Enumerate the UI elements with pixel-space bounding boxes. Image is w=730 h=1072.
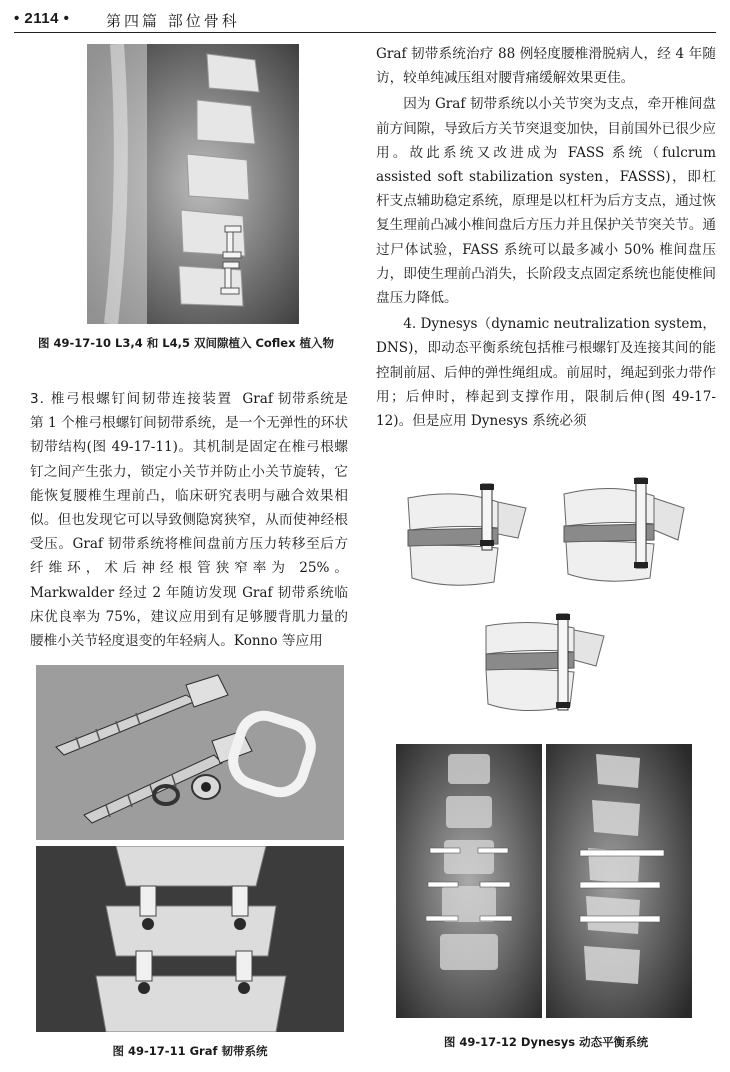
right-column-text — [376, 42, 716, 433]
page-header — [14, 8, 716, 32]
graf-screws-photo — [36, 665, 344, 840]
dynesys-illustration-flexion — [398, 478, 538, 596]
dynesys-xray-ap — [396, 744, 542, 1018]
paragraph-graf-continued: Graf 韧带系统治疗 88 例轻度腰椎滑脱病人，经 4 年随访，较单纯减压组对腰背痛缓解效果更佳。 — [376, 46, 716, 87]
dynesys-illustration-neutral — [474, 606, 614, 722]
header-rule — [14, 32, 716, 33]
dynesys-illustration-extension — [554, 468, 694, 596]
figure-caption-49-17-11: 图 49-17-11 Graf 韧带系统 — [112, 1044, 268, 1058]
graf-spine-model-photo — [36, 846, 344, 1032]
xray-lateral-coflex-image — [87, 44, 299, 324]
section-title: 第四篇 部位骨科 — [106, 12, 240, 30]
dynesys-xray-lateral — [546, 744, 692, 1018]
figure-caption-49-17-12: 图 49-17-12 Dynesys 动态平衡系统 — [443, 1035, 649, 1049]
page-number: • 2114 • — [14, 10, 70, 27]
paragraph-fass: 因为 Graf 韧带系统以小关节突为支点，牵开椎间盘前方间隙，导致后方关节突退变加快，目前国外已很少应用。故此系统又改进成为 FASS 系统（fulcrum assisted soft stabilization systen，FASSS)，即杠杆支点辅助稳定系统，原理是以杠杆为后方支点，通过恢复生理前凸减小椎间盘后方压力并且保护关节突关节。通过尸体试验，FASS 系统可以最多减小 50% 椎间盘压力，即使生理前凸消失，长阶段支点固定系统也能使椎间盘压力降低。 — [376, 96, 716, 307]
paragraph-graf-body: Graf 韧带系统是第 1 个椎弓根螺钉间韧带系统，是一个无弹性的环状韧带结构(图 49-17-11)。其机制是固定在椎弓根螺钉之间产生张力，锁定小关节并防止小关节旋转，它能恢复腰椎生理前凸，临床研究表明与融合效果相似。但也发现它可以导致侧隐窝狭窄，从而使神经根受压。Graf 韧带系统将椎间盘前方压力转移至后方纤维环，术后神经根管狭窄率为 25%。Markwalder 经过 2 年随访发现 Graf 韧带系统临床优良率为 75%，建议应用到有足够腰背肌力量的腰椎小关节轻度退变的年轻病人。Konno 等应用 — [30, 391, 348, 650]
section-heading-3: 3. 椎弓根螺钉间韧带连接装置 — [30, 391, 233, 407]
left-column-text — [30, 387, 348, 653]
figure-caption-49-17-10: 图 49-17-10 L3,4 和 L4,5 双间隙植入 Coflex 植入物 — [37, 336, 335, 350]
paragraph-graf — [30, 387, 348, 653]
paragraph-dynesys: 4. Dynesys（dynamic neutralization system，DNS)，即动态平衡系统包括椎弓根螺钉及连接其间的能控制前屈、后伸的弹性绳组成。前屈时，绳起到张力带作用；后伸时，棒起到支撑作用，限制后伸(图 49-17-12)。但是应用 Dynesys 系统必须 — [376, 316, 716, 430]
